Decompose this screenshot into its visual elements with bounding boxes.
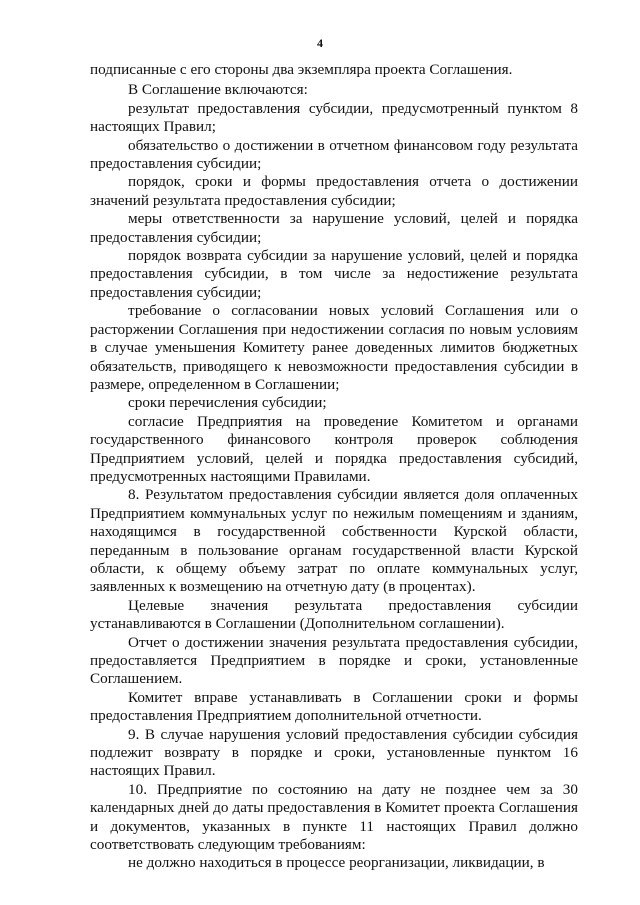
paragraph: Комитет вправе устанавливать в Соглашении сроки и формы предоставления Предприятием дополнительной отчетности. <box>90 688 578 725</box>
page-number: 4 <box>317 36 323 50</box>
paragraph: порядок возврата субсидии за нарушение условий, целей и порядка предоставления субсидии, в том числе за недостижение результата предоставления субсидии; <box>90 247 578 301</box>
paragraph: результат предоставления субсидии, предусмотренный пунктом 8 настоящих Правил; <box>90 99 578 136</box>
paragraph: не должно находиться в процессе реорганизации, ликвидации, в <box>128 854 545 872</box>
paragraph: меры ответственности за нарушение условий, целей и порядка предоставления субсидии; <box>90 210 578 246</box>
paragraph: 8. Результатом предоставления субсидии является доля оплаченных Предприятием коммунальных услуг по нежилым помещениям и зданиям, находящимся в государственной собственности Курской области, переданным в пользование органам государственной власти Курской области, к общему объему затрат по оплате коммунальных услуг, заявленных к возмещению на отчетную дату (в процентах). <box>90 486 578 596</box>
paragraph: порядок, сроки и формы предоставления отчета о достижении значений результата предоставления субсидии; <box>90 173 578 209</box>
paragraph: 9. В случае нарушения условий предоставления субсидии субсидия подлежит возврату в порядке и сроки, установленные пунктом 16 настоящих Правил. <box>90 725 578 780</box>
paragraph: сроки перечисления субсидии; <box>128 394 327 412</box>
paragraph: согласие Предприятия на проведение Комитетом и органами государственного финансового контроля проверок соблюдения Предприятием условий, целей и порядка предоставления субсидий, предусмотренных настоящими Правилами. <box>90 412 578 485</box>
paragraph: подписанные с его стороны два экземпляра проекта Соглашения. <box>90 61 513 78</box>
paragraph: обязательство о достижении в отчетном финансовом году результата предоставления субсидии; <box>90 136 578 173</box>
paragraph: 10. Предприятие по состоянию на дату не позднее чем за 30 календарных дней до даты предоставления в Комитет проекта Соглашения и документов, указанных в пункте 11 настоящих Правил должно соответствовать следующим требованиям: <box>90 780 578 854</box>
paragraph: В Соглашение включаются: <box>128 81 308 99</box>
paragraph: Целевые значения результата предоставления субсидии устанавливаются в Соглашении (Дополнительном соглашении). <box>90 596 578 633</box>
paragraph: требование о согласовании новых условий Соглашения или о расторжении Соглашения при недостижении согласия по новым условиям в случае уменьшения Комитету ранее доведенных лимитов бюджетных обязательств, приводящего к невозможности предоставления субсидии в размере, определенном в Соглашении; <box>90 302 578 393</box>
document-body <box>90 61 578 873</box>
paragraph: Отчет о достижении значения результата предоставления субсидии, предоставляется Предприятием в порядке и сроки, установленные Соглашением. <box>90 633 578 688</box>
